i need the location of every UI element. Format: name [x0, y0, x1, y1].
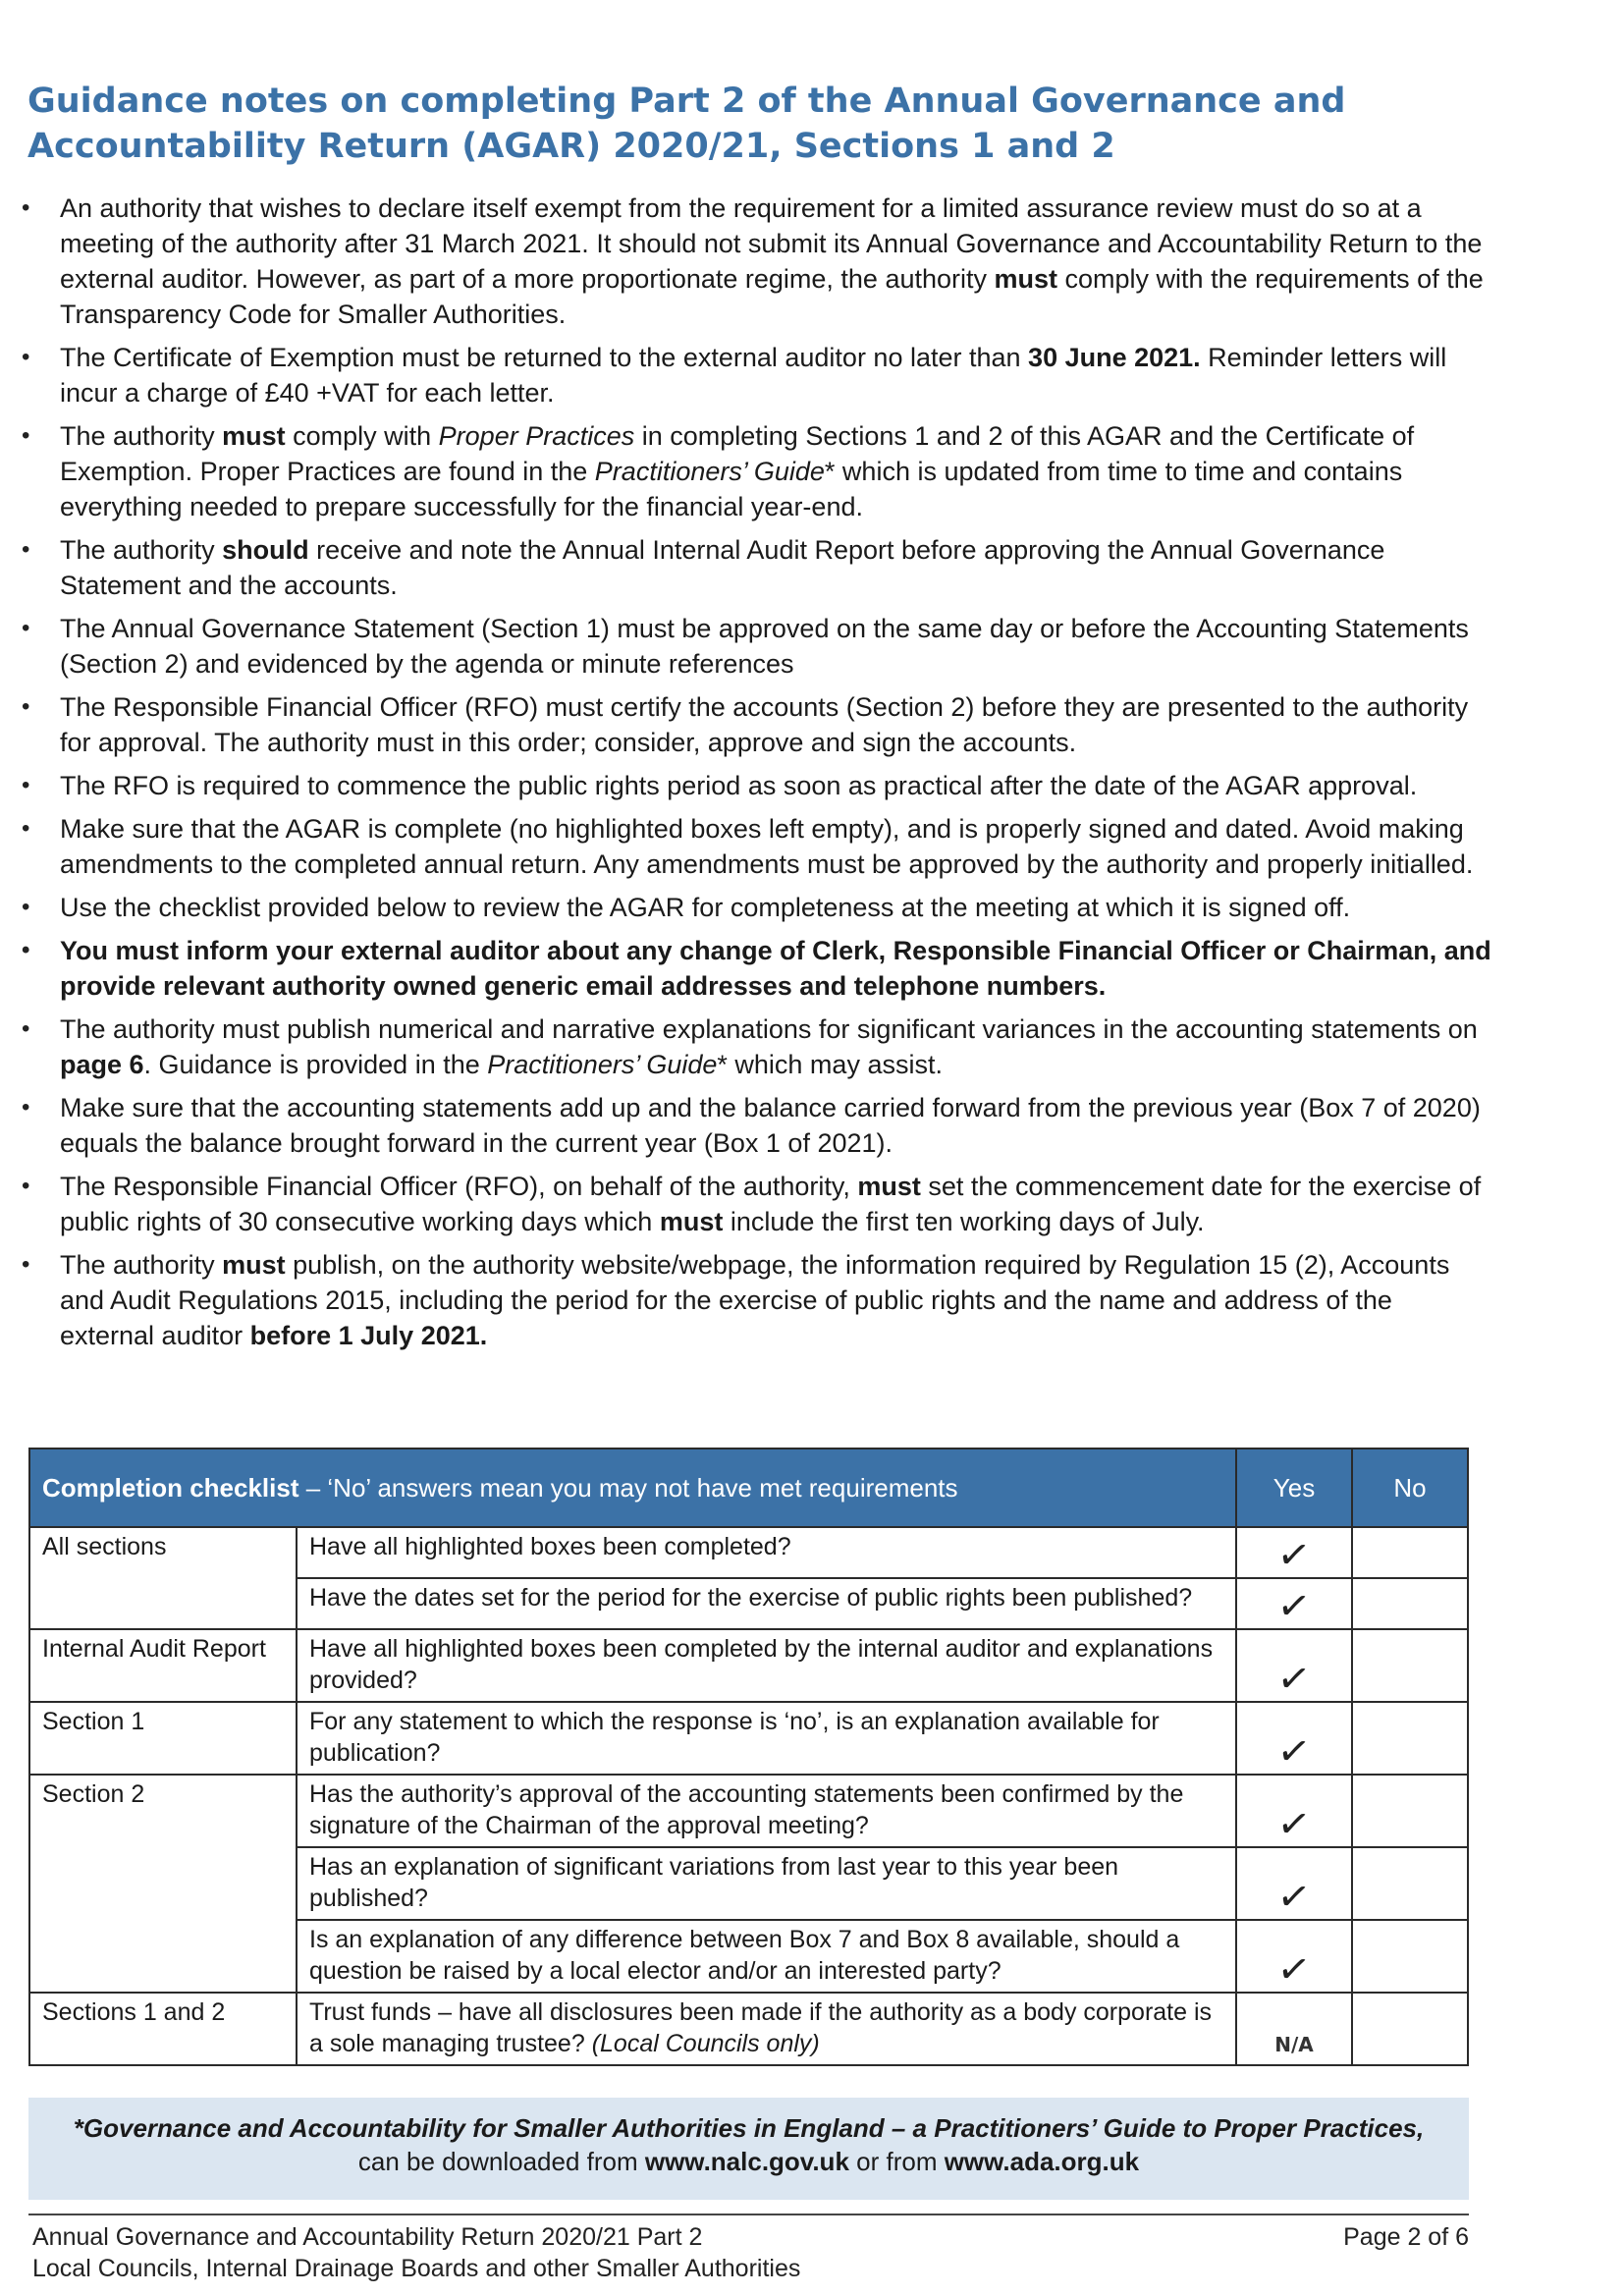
checklist-header-rest: – ‘No’ answers mean you may not have met requirements [298, 1473, 958, 1503]
na-mark: N/A [1274, 2033, 1314, 2056]
checklist-section-label: Section 2 [29, 1775, 297, 1993]
page-number: Page 2 of 6 [1343, 2223, 1469, 2251]
no-column-header: No [1352, 1449, 1468, 1527]
emphasis-text: must [222, 1250, 286, 1280]
note-text: The authority [60, 1250, 223, 1280]
emphasis-text: must [857, 1172, 921, 1201]
checklist-question [297, 1629, 1236, 1702]
checklist-header-row [29, 1449, 1468, 1527]
emphasis-text: page 6 [60, 1050, 144, 1079]
guidance-note [20, 1090, 1492, 1161]
yes-cell[interactable] [1236, 1578, 1352, 1632]
note-text: Make sure that the accounting statements add up and the balance carried forward from the previous year (Box 7 of 2020) equals the balance brought forward in the current year (Box 1 of 2021). [60, 1093, 1481, 1158]
footer-line1: Annual Governance and Accountability Return 2020/21 Part 2 [32, 2223, 703, 2251]
checklist-section-label: All sections [29, 1527, 297, 1629]
checkmark-icon: ✓ [1274, 1872, 1314, 1923]
checklist-question [297, 1527, 1236, 1578]
question-note: (Local Councils only) [584, 2030, 820, 2057]
question-text: Has an explanation of significant variations from last year to this year been published? [309, 1853, 1119, 1912]
note-text: The authority [60, 535, 223, 565]
no-cell[interactable] [1352, 1847, 1468, 1920]
emphasis-text: must [659, 1207, 724, 1236]
yes-cell[interactable] [1236, 1629, 1352, 1705]
note-text: The RFO is required to commence the public rights period as soon as practical after the date of the AGAR approval. [60, 771, 1418, 800]
italic-text: Proper Practices [438, 421, 635, 451]
no-cell[interactable] [1352, 1629, 1468, 1702]
no-cell[interactable] [1352, 1578, 1468, 1629]
checkmark-icon: ✓ [1274, 1944, 1314, 1995]
footnote-line2-pre: can be downloaded from [357, 2147, 645, 2176]
yes-cell[interactable] [1236, 1993, 1352, 2065]
emphasis-text: You must inform your external auditor about any change of Clerk, Responsible Financial Officer or Chairman, and provide relevant authority owned generic email addresses and telephone numbers. [60, 936, 1491, 1001]
yes-cell[interactable] [1236, 1920, 1352, 1993]
question-text: Have the dates set for the period for the exercise of public rights been published? [309, 1584, 1193, 1612]
checklist-header [29, 1449, 1236, 1527]
italic-text: Practitioners’ Guide [487, 1050, 718, 1079]
emphasis-text: must [994, 264, 1058, 294]
note-text: include the first ten working days of July. [723, 1207, 1205, 1236]
yes-cell[interactable] [1236, 1702, 1352, 1775]
note-text: receive and note the Annual Internal Audit Report before approving the Annual Governance Statement and the accounts. [60, 535, 1385, 600]
no-cell[interactable] [1352, 1527, 1468, 1578]
guidance-note [20, 418, 1492, 524]
yes-cell[interactable] [1236, 1775, 1352, 1850]
note-text: * which may assist. [717, 1050, 943, 1079]
checklist-section-label: Section 1 [29, 1702, 297, 1775]
guidance-note [20, 768, 1492, 803]
page-title: Guidance notes on completing Part 2 of the Annual Governance and Accountability Return (AGAR) 2020/21, Sections 1 and 2 [27, 82, 1346, 166]
guidance-note [20, 1169, 1492, 1239]
checklist-row [29, 1527, 1468, 1578]
checkmark-icon: ✓ [1274, 1726, 1314, 1777]
checklist-question [297, 1702, 1236, 1775]
question-text: For any statement to which the response is ‘no’, is an explanation available for publication? [309, 1708, 1160, 1767]
guidance-note [20, 532, 1492, 603]
emphasis-text: before 1 July 2021. [249, 1321, 488, 1350]
checklist-question [297, 1993, 1236, 2065]
footnote-line1: *Governance and Accountability for Smaller Authorities in England – a Practitioners’ Guide to Proper Practices, [73, 2113, 1425, 2143]
ada-link[interactable]: www.ada.org.uk [944, 2147, 1140, 2176]
note-text: comply with [285, 421, 439, 451]
no-cell[interactable] [1352, 1702, 1468, 1775]
note-text: The authority [60, 421, 223, 451]
guidance-note [20, 890, 1492, 925]
note-text: An authority that wishes to declare itself exempt from the requirement for a limited assurance review must do so at a meeting of the authority after 31 March 2021. It should not submit its Annual Governance and Accountability Return to the external auditor. However, as part of a more proportionate regime, the authority [60, 193, 1483, 294]
practitioners-guide-footnote [28, 2098, 1469, 2200]
note-text: . Guidance is provided in the [143, 1050, 488, 1079]
note-text: The Responsible Financial Officer (RFO), on behalf of the authority, [60, 1172, 858, 1201]
checkmark-icon: ✓ [1274, 1530, 1314, 1581]
no-cell[interactable] [1352, 1993, 1468, 2065]
footer-line2: Local Councils, Internal Drainage Boards and other Smaller Authorities [32, 2255, 801, 2282]
checkmark-icon: ✓ [1274, 1581, 1314, 1632]
guidance-notes-list [20, 191, 1492, 1361]
question-text: Have all highlighted boxes been completed? [309, 1533, 791, 1560]
question-text: Trust funds – have all disclosures been made if the authority as a body corporate is a sole managing trustee? [309, 1998, 1213, 2057]
nalc-link[interactable]: www.nalc.gov.uk [644, 2147, 849, 2176]
note-text: The authority must publish numerical and narrative explanations for significant variances in the accounting statements on [60, 1014, 1478, 1044]
italic-text: Practitioners’ Guide [594, 457, 825, 486]
guidance-note [20, 340, 1492, 410]
question-text: Is an explanation of any difference between Box 7 and Box 8 available, should a question be raised by a local elector and/or an interested party? [309, 1926, 1180, 1985]
checklist-question [297, 1578, 1236, 1629]
emphasis-text: must [222, 421, 286, 451]
checklist-section-label: Internal Audit Report [29, 1629, 297, 1702]
guidance-note [20, 1247, 1492, 1353]
no-cell[interactable] [1352, 1920, 1468, 1993]
note-text: publish, on the authority website/webpage, the information required by Regulation 15 (2), Accounts and Audit Regulations 2015, including the period for the exercise of public rights and the name and address of the external auditor [60, 1250, 1450, 1350]
yes-column-header: Yes [1236, 1449, 1352, 1527]
checklist-question [297, 1920, 1236, 1993]
checklist-row [29, 1702, 1468, 1775]
guidance-note [20, 1011, 1492, 1082]
checklist-row [29, 1629, 1468, 1702]
footer-divider [28, 2214, 1469, 2215]
emphasis-text: 30 June 2021. [1028, 343, 1201, 372]
footnote-line2-mid: or from [848, 2147, 945, 2176]
note-text: The Certificate of Exemption must be returned to the external auditor no later than [60, 343, 1029, 372]
checkmark-icon: ✓ [1274, 1799, 1314, 1850]
note-text: * which is updated from time to time and contains everything needed to prepare successfully for the financial year-end. [60, 457, 1403, 521]
checklist-question [297, 1775, 1236, 1847]
completion-checklist-table [28, 1448, 1469, 2066]
footer-text [32, 2221, 800, 2284]
note-text: The Responsible Financial Officer (RFO) must certify the accounts (Section 2) before they are presented to the authority for approval. The authority must in this order; consider, approve and sign the accounts. [60, 692, 1469, 757]
note-text: comply with the requirements of the Transparency Code for Smaller Authorities. [60, 264, 1484, 329]
yes-cell[interactable] [1236, 1847, 1352, 1923]
guidance-note [20, 933, 1492, 1004]
checklist-row [29, 1993, 1468, 2065]
no-cell[interactable] [1352, 1775, 1468, 1847]
checklist-section-label: Sections 1 and 2 [29, 1993, 297, 2065]
note-text: in completing Sections 1 and 2 of this AGAR and the Certificate of Exemption. Proper Practices are found in the [60, 421, 1415, 486]
guidance-note [20, 611, 1492, 682]
guidance-note [20, 689, 1492, 760]
checklist-header-bold: Completion checklist [42, 1473, 299, 1503]
guidance-note [20, 811, 1492, 882]
checkmark-icon: ✓ [1274, 1654, 1314, 1705]
note-text: Reminder letters will incur a charge of £40 +VAT for each letter. [60, 343, 1447, 408]
note-text: Use the checklist provided below to review the AGAR for completeness at the meeting at which it is signed off. [60, 893, 1351, 922]
note-text: set the commencement date for the exercise of public rights of 30 consecutive working days which [60, 1172, 1482, 1236]
checklist-body [29, 1527, 1468, 2065]
yes-cell[interactable] [1236, 1527, 1352, 1581]
note-text: Make sure that the AGAR is complete (no highlighted boxes left empty), and is properly signed and dated. Avoid making amendments to the completed annual return. Any amendments must be approved by the authority and properly initialled. [60, 814, 1474, 879]
note-text: The Annual Governance Statement (Section 1) must be approved on the same day or before the Accounting Statements (Section 2) and evidenced by the agenda or minute references [60, 614, 1469, 679]
question-text: Have all highlighted boxes been completed by the internal auditor and explanations provided? [309, 1635, 1214, 1694]
checklist-row [29, 1775, 1468, 1847]
question-text: Has the authority’s approval of the accounting statements been confirmed by the signature of the Chairman of the approval meeting? [309, 1780, 1184, 1839]
emphasis-text: should [222, 535, 309, 565]
checklist-question [297, 1847, 1236, 1920]
guidance-note [20, 191, 1492, 332]
